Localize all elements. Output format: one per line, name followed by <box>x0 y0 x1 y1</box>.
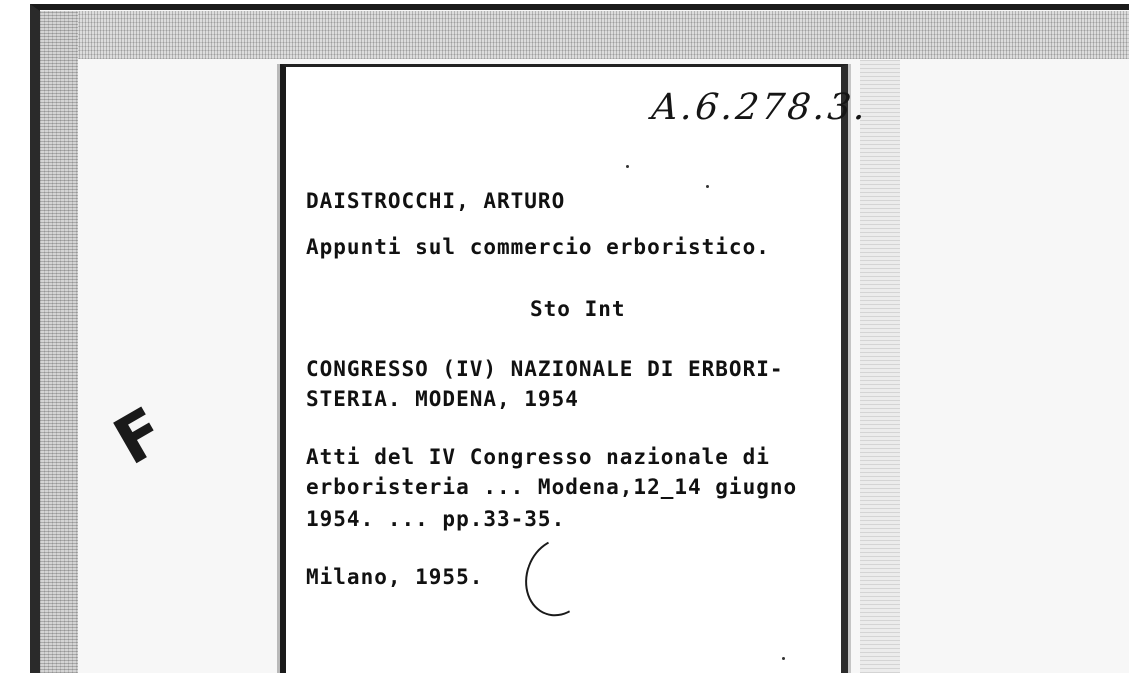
card-title: Appunti sul commercio erboristico. <box>306 235 770 259</box>
catalog-card <box>280 64 871 673</box>
speck <box>626 165 629 168</box>
scan-left-border <box>40 11 78 673</box>
card-corporate-heading-1: CONGRESSO (IV) NAZIONALE DI ERBORI- <box>306 357 784 381</box>
card-source-2: erboristeria ... Modena,12_14 giugno <box>306 475 798 499</box>
scan-top-border <box>40 11 1129 59</box>
card-note: Sto Int <box>530 297 626 321</box>
card-imprint: Milano, 1955. <box>306 565 484 589</box>
margin-letter-mark: F <box>102 394 178 480</box>
speck <box>706 185 709 188</box>
card-corporate-heading-2: STERIA. MODENA, 1954 <box>306 387 579 411</box>
card-author: DAISTROCCHI, ARTURO <box>306 189 566 213</box>
shelfmark-handwritten: A.6.278.3. <box>649 87 871 128</box>
scan-right-grain <box>860 60 900 673</box>
pencil-circle-mark <box>514 528 603 626</box>
speck <box>782 657 785 660</box>
card-source-3: 1954. ... pp.33-35. <box>306 507 566 531</box>
card-source-1: Atti del IV Congresso nazionale di <box>306 445 770 469</box>
